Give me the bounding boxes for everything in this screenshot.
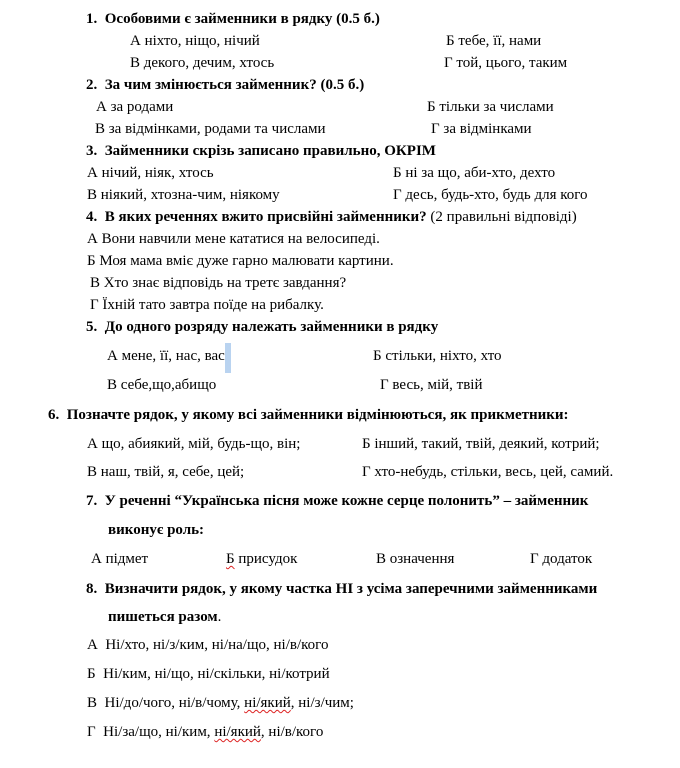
q5-option-b: Б стільки, ніхто, хто (373, 348, 502, 364)
q3-option-a: А нічий, ніяк, хтось (87, 165, 214, 181)
q7-option-b-text: присудок (234, 551, 298, 567)
q5-option-d: Г весь, мій, твій (380, 377, 483, 393)
q7-option-b (226, 550, 297, 568)
q2-option-a: А за родами (96, 99, 174, 115)
q8-text-line2-bold: пишеться разом (108, 609, 218, 625)
q8-option-a-letter: А (87, 637, 98, 653)
q6-option-b: Б інший, такий, твій, деякий, котрий; (362, 436, 600, 452)
q4-option-a: А Вони навчили мене кататися на велосипеді. (87, 231, 380, 247)
q8-option-b-letter: Б (87, 666, 96, 682)
question-5-title (86, 318, 438, 336)
q5-option-a (107, 347, 225, 365)
q2-number: 2. (86, 77, 98, 93)
question-4-title (86, 208, 577, 226)
q7-number: 7. (86, 493, 98, 509)
question-1-title (86, 10, 380, 28)
q8-option-b-text: Ні/ким, ні/що, ні/скільки, ні/котрий (103, 666, 330, 682)
q7-option-d: Г додаток (530, 551, 593, 567)
question-2-title (86, 76, 364, 94)
q4-text: В яких реченнях вжито присвійні займенники? (104, 209, 427, 225)
q8-option-d-letter: Г (87, 724, 96, 740)
q4-option-c: В Хто знає відповідь на третє завдання? (90, 275, 347, 291)
q6-option-a: А що, абиякий, мій, будь-що, він; (87, 436, 301, 452)
q8-option-d (87, 723, 323, 741)
q4-option-b: Б Моя мама вміє дуже гарно малювати картини. (87, 253, 394, 269)
q7-option-b-letter: Б (226, 551, 235, 567)
question-8-title (86, 580, 597, 598)
q8-option-d-post: , ні/в/кого (260, 724, 324, 740)
q7-text-line1: У реченні “Українська пісня може кожне серце полонить” – займенник (104, 493, 589, 509)
q4-note: (2 правильні відповіді) (426, 209, 577, 225)
question-6-title (48, 406, 569, 424)
q8-option-d-misspelled: ні/який (214, 724, 261, 740)
question-7-title (86, 492, 588, 510)
q2-option-d: Г за відмінками (431, 121, 532, 137)
q2-text: За чим змінюється займенник? (0.5 б.) (104, 77, 365, 93)
q4-number: 4. (86, 209, 98, 225)
q3-number: 3. (86, 143, 98, 159)
q6-option-c: В наш, твій, я, себе, цей; (87, 464, 245, 480)
q8-option-a (87, 636, 328, 654)
q8-option-a-text: Ні/хто, ні/з/ким, ні/на/що, ні/в/кого (105, 637, 329, 653)
q3-option-c: В ніякий, хтозна-чим, ніякому (87, 187, 280, 203)
q8-option-c-letter: В (87, 695, 98, 711)
q5-text: До одного розряду належать займенники в рядку (104, 319, 439, 335)
q8-option-c-misspelled: ні/який (244, 695, 291, 711)
q6-number: 6. (48, 407, 60, 423)
q7-option-a: А підмет (91, 551, 149, 567)
q8-text-line2 (108, 608, 221, 626)
question-3-title (86, 142, 436, 160)
q3-text: Займенники скрізь записано правильно, ОКРІМ (104, 143, 436, 159)
q1-option-b: Б тебе, її, нами (446, 33, 542, 49)
q8-option-c-pre: Ні/до/чого, ні/в/чому, (104, 695, 245, 711)
q4-option-d: Г Їхній тато завтра поїде на рибалку. (90, 297, 324, 313)
q8-text-line1: Визначити рядок, у якому частка НІ з усіма заперечними займенниками (104, 581, 598, 597)
q1-option-d: Г той, цього, таким (444, 55, 568, 71)
q1-text: Особовими є займенники в рядку (0.5 б.) (104, 11, 380, 27)
q8-option-d-pre: Ні/за/що, ні/ким, (103, 724, 215, 740)
q6-option-d: Г хто-небудь, стільки, весь, цей, самий. (362, 464, 614, 480)
q8-option-c (87, 694, 354, 712)
q8-option-b (87, 665, 330, 683)
q5-option-c: В себе,що,абищо (107, 377, 217, 393)
q5-number: 5. (86, 319, 98, 335)
q2-option-b: Б тільки за числами (427, 99, 554, 115)
q8-option-c-post: , ні/з/чим; (290, 695, 354, 711)
q8-text-line2-tail: . (217, 609, 222, 625)
q7-text-line2: виконує роль: (108, 522, 205, 538)
q7-option-c: В означення (376, 551, 455, 567)
q6-text: Позначте рядок, у якому всі займенники відмінюються, як прикметники: (66, 407, 569, 423)
q1-option-c: В декого, дечим, хтось (130, 55, 275, 71)
text-cursor-selection (225, 343, 231, 373)
q2-option-c: В за відмінками, родами та числами (95, 121, 326, 137)
q5-option-a-text: А мене, її, нас, вас (107, 348, 225, 364)
q3-option-b: Б ні за що, аби-хто, дехто (393, 165, 556, 181)
q8-number: 8. (86, 581, 98, 597)
q1-number: 1. (86, 11, 98, 27)
q1-option-a: А ніхто, ніщо, нічий (130, 33, 260, 49)
q3-option-d: Г десь, будь-хто, будь для кого (393, 187, 588, 203)
